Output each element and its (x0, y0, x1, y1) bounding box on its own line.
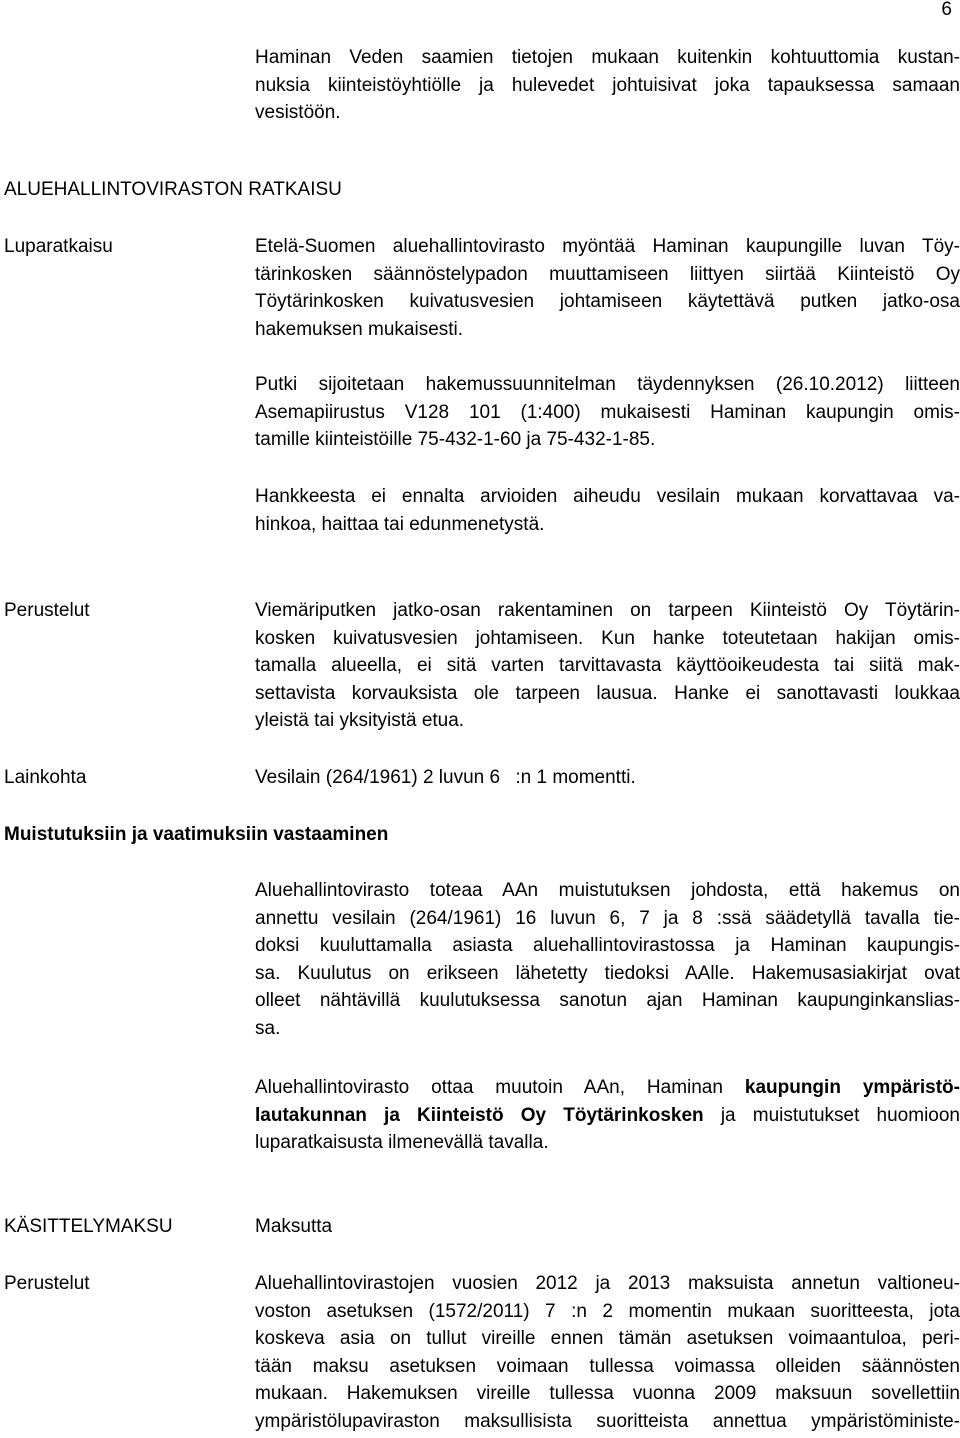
perustelut-label: Perustelut (4, 600, 90, 621)
text-line: Putki sijoitetaan hakemussuunnitelman täydennyksen (26.10.2012) liitteen (255, 374, 960, 395)
lainkohta-label: Lainkohta (4, 767, 87, 788)
text-bold: kaupungin ympäristö- (744, 1077, 960, 1098)
muistutukset-paragraph-2 (255, 1074, 960, 1157)
text-line: Hankkeesta ei ennalta arvioiden aiheudu vesilain mukaan korvattavaa va- (255, 486, 960, 507)
text-line: sa. (255, 1017, 281, 1039)
text-line: luparatkaisusta ilmenevällä tavalla. (255, 1132, 549, 1153)
text-line: Viemäriputken jatko-osan rakentaminen on tarpeen Kiinteistö Oy Töytärin- (255, 600, 960, 621)
text-line: Haminan Veden saamien tietojen mukaan kuitenkin kohtuuttomia kustan- (255, 47, 960, 68)
text-line: tamalla alueella, ei sitä varten tarvittavasta käyttöoikeudesta tai siitä mak- (255, 655, 960, 676)
text-bold: lautakunnan ja Kiinteistö Oy Töytärinkosken (255, 1104, 704, 1126)
text-line: kosken kuivatusvesien johtamiseen. Kun hanke toteutetaan hakijan omis- (255, 627, 960, 649)
text-line: settavista korvauksista ole tarpeen lausua. Hanke ei sanottavasti loukkaa (255, 682, 960, 704)
perustelut-paragraph (255, 597, 960, 735)
luparatkaisu-paragraph-3 (255, 483, 960, 538)
text-line: tamille kiinteistöille 75-432-1-60 ja 75-432-1-85. (255, 429, 656, 450)
text-line: ympäristölupaviraston maksullisista suoritteista annettua ympäristöministe- (255, 1410, 960, 1432)
text-line: hakemuksen mukaisesti. (255, 318, 464, 340)
text-line: tään maksu asetuksen voimaan tullessa voimassa olleiden säännösten (255, 1355, 960, 1377)
lainkohta-text (255, 764, 960, 792)
lainkohta-text-part: :n 1 momentti. (515, 767, 636, 788)
maksu-perustelut-label: Perustelut (4, 1273, 90, 1294)
text-line (255, 1102, 960, 1130)
section-heading-muistutukset: Muistutuksiin ja vaatimuksiin vastaaminen (4, 824, 389, 845)
maksu-perustelut-paragraph (255, 1270, 960, 1435)
intro-paragraph (255, 44, 960, 127)
text-line: Aluehallintovirasto toteaa AAn muistutuksen johdosta, että hakemus on (255, 880, 960, 901)
kasittelymaksu-label: KÄSITTELYMAKSU (4, 1216, 173, 1237)
text-line: annettu vesilain (264/1961) 16 luvun 6, 7 ja 8 :ssä säädetyllä tavalla tie- (255, 907, 960, 929)
text-normal: Aluehallintovirasto ottaa muutoin AAn, Haminan (255, 1077, 745, 1098)
text-line: Etelä-Suomen aluehallintovirasto myöntää Haminan kaupungille luvan Töy- (255, 236, 960, 257)
text-line: sa. Kuulutus on erikseen lähetetty tiedoksi AAlle. Hakemusasiakirjat ovat (255, 962, 960, 984)
text-line: Aluehallintovirastojen vuosien 2012 ja 2013 maksuista annetun valtioneu- (255, 1273, 960, 1294)
text-line: nuksia kiinteistöyhtiölle ja hulevedet johtuisivat joka tapauksessa samaan (255, 74, 960, 96)
section-heading-ratkaisu: ALUEHALLINTOVIRASTON RATKAISU (4, 179, 342, 200)
text-line: koskeva asia on tullut vireille ennen tämän asetuksen voimaantuloa, peri- (255, 1328, 960, 1349)
kasittelymaksu-value: Maksutta (255, 1216, 333, 1237)
luparatkaisu-paragraph-1 (255, 233, 960, 343)
text-normal: ja muistutukset huomioon (703, 1104, 960, 1126)
text-line: voston asetuksen (1572/2011) 7 :n 2 momentin mukaan suoritteesta, jota (255, 1300, 960, 1322)
text-line: yleistä tai yksityistä etua. (255, 710, 465, 731)
text-line: doksi kuuluttamalla asiasta aluehallintovirastossa ja Haminan kaupungis- (255, 935, 960, 956)
luparatkaisu-paragraph-2 (255, 371, 960, 454)
text-line: hinkoa, haittaa tai edunmenetystä. (255, 513, 545, 535)
text-line: Töytärinkosken kuivatusvesien johtamiseen käytettävä putken jatko-osa (255, 291, 960, 312)
text-line (255, 1074, 960, 1102)
text-line: vesistöön. (255, 102, 341, 123)
text-line: tärinkosken säännöstelypadon muuttamiseen liittyen siirtää Kiinteistö Oy (255, 263, 960, 285)
muistutukset-paragraph-1 (255, 877, 960, 1042)
luparatkaisu-label: Luparatkaisu (4, 236, 113, 257)
lainkohta-text-part: Vesilain (264/1961) 2 luvun 6 (255, 767, 506, 788)
page-number: 6 (941, 0, 952, 20)
text-line: mukaan. Hakemuksen vireille tullessa vuonna 2009 maksuun sovellettiin (255, 1383, 960, 1404)
text-line: olleet nähtävillä kuulutuksessa sanotun ajan Haminan kaupunginkanslias- (255, 990, 960, 1011)
text-line: Asemapiirustus V128 101 (1:400) mukaisesti Haminan kaupungin omis- (255, 401, 960, 423)
